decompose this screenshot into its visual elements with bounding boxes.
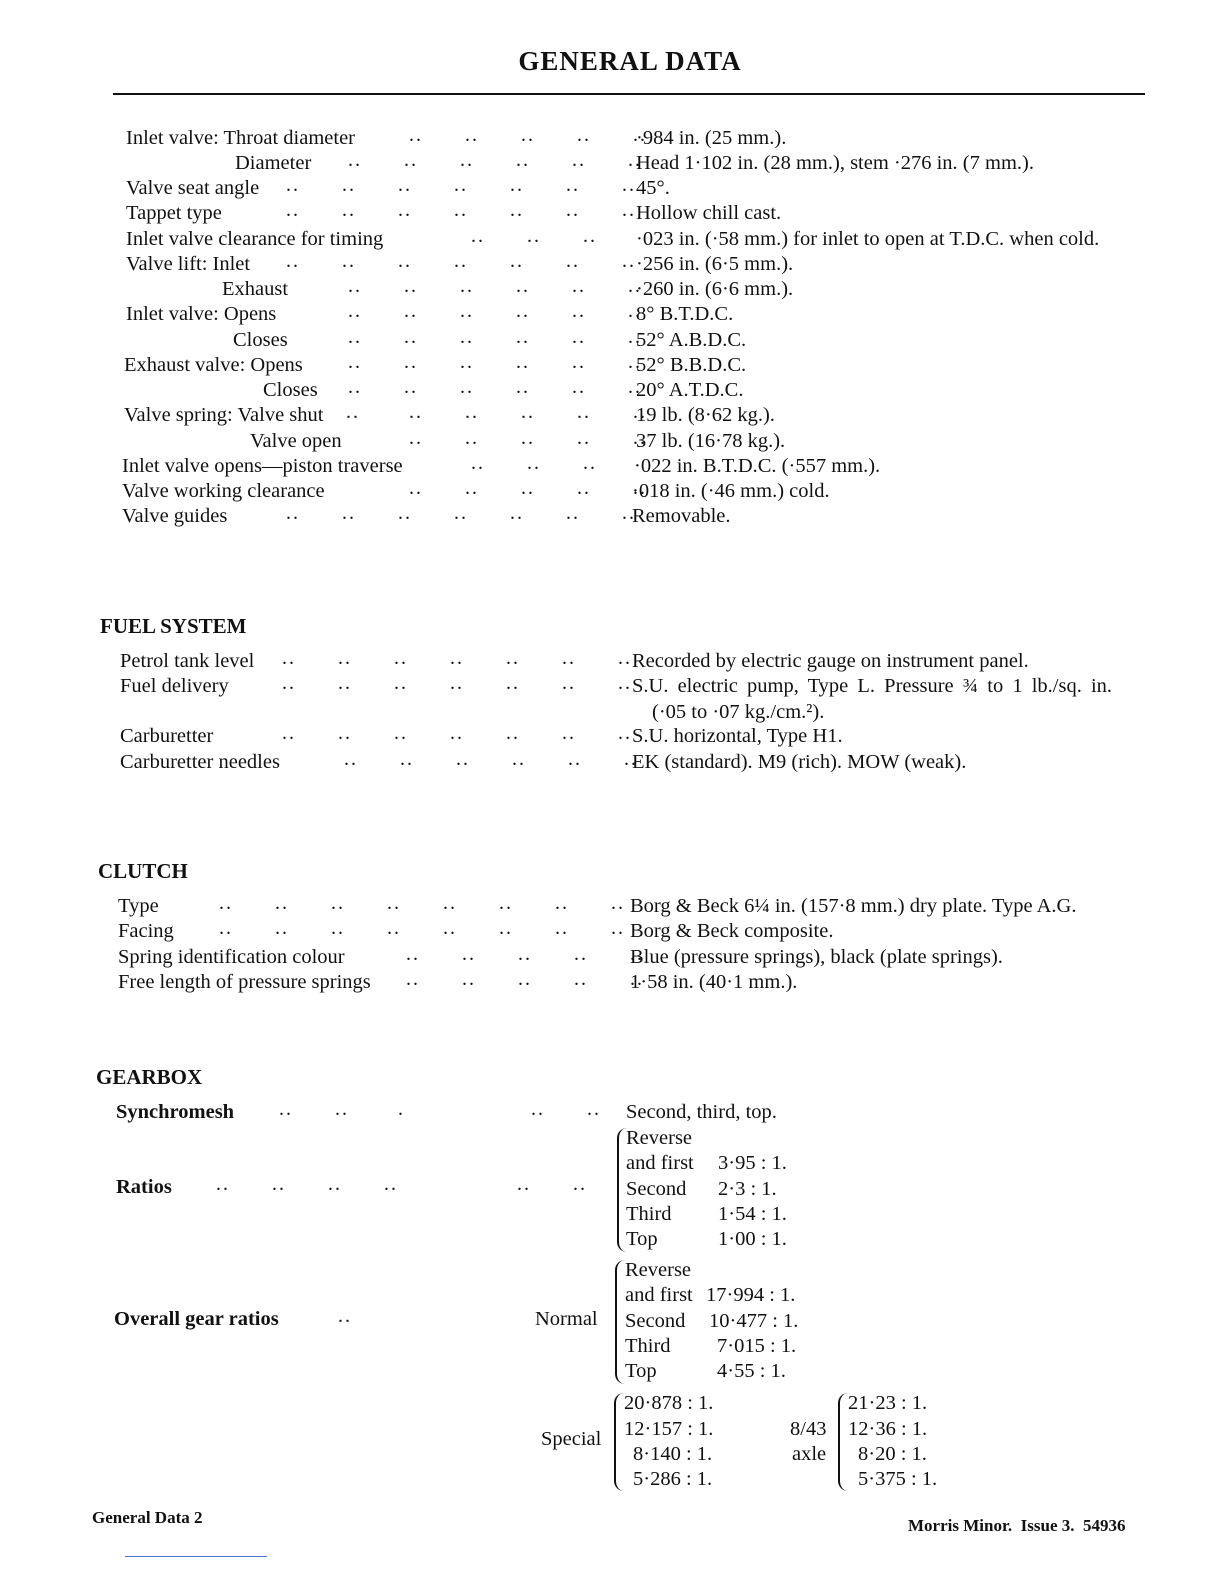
spec-value: S.U. horizontal, Type H1. [632,725,843,747]
spec-label: Valve guides [122,505,228,527]
ratio-gear: Reverse [626,1127,693,1149]
spec-value: ·260 in. (6·6 mm.). [636,278,794,300]
spec-label: Type [118,895,159,917]
spec-row [118,918,1218,944]
ratio-gear: Top [626,1228,658,1250]
spec-row [118,944,1218,970]
leader-dots: .. .. .. [471,452,597,474]
spec-value: ·018 in. (·46 mm.) cold. [632,480,830,502]
spec-row [126,200,1224,226]
ratio-gear: Third [626,1203,672,1225]
axle-value: 21·23 : 1. [848,1392,928,1414]
axle-value-row [848,1416,988,1442]
ratio-row [625,1333,925,1359]
spec-value: ·023 in. (·58 mm.) for inlet to open at T.D.C. when cold. [636,228,1100,250]
spec-row [126,402,1224,428]
axle-value-row [848,1441,988,1467]
ratio-row [626,1226,926,1252]
normal-label: Normal [535,1308,598,1330]
spec-value: 20° A.T.D.C. [636,379,744,401]
ratio-row [625,1257,925,1283]
spec-row [118,969,1218,995]
axle-value-row [848,1390,988,1416]
special-label: Special [541,1428,602,1450]
leader-dots: .. .. .. .. .. .. .. [282,647,632,669]
ratio-gear: and first [625,1284,693,1306]
special-value-row [624,1416,764,1442]
special-value-row [624,1390,764,1416]
spec-row [126,125,1224,151]
leader-dots: .. .. .. .. .. .. [348,326,642,348]
spec-label: Valve lift: Inlet [126,253,251,275]
ratio-gear: Top [625,1360,657,1382]
leader-dots: .. .. .. .. .. .. .. [282,672,632,694]
leader-dots: .. .. .. .. .. .. [348,275,642,297]
spec-row-continued [652,699,1052,725]
leader-dots: .. .. .. .. .. [409,124,647,146]
spec-value: EK (standard). M9 (rich). MOW (weak). [632,751,967,773]
leader-dots: .. .. .. .. .. .. [346,401,647,423]
spec-label: Tappet type [126,202,222,224]
leader-dots: .. .. .. .. .. [409,427,647,449]
axle-label-1: 8/43 [790,1418,827,1440]
spec-label: Carburetter [120,725,214,747]
ratio-row [625,1358,925,1384]
fuel-system-heading: FUEL SYSTEM [100,614,247,638]
spec-label: Fuel delivery [120,675,229,697]
leader-dots: .. .. .. .. .. .. .. .. [219,892,625,914]
spec-value: ·984 in. (25 mm.). [636,127,787,149]
spec-value: 1·58 in. (40·1 mm.). [630,971,798,993]
leader-dots: .. .. .. .. .. [406,943,644,965]
spec-row [120,723,1220,749]
spec-value: Removable. [632,505,731,527]
spec-value: ·022 in. B.T.D.C. (·557 mm.). [634,455,881,477]
spec-value: Borg & Beck 6¼ in. (157·8 mm.) dry plate. Type A.G. [630,895,1077,917]
ratio-row [626,1176,926,1202]
spec-row [126,276,1224,302]
spec-value: Borg & Beck composite. [630,920,834,942]
ratios-row [116,1174,636,1200]
normal-brace [615,1260,625,1384]
spec-row [116,1099,1216,1125]
spec-row [120,749,1220,775]
spec-label: Free length of pressure springs [118,971,371,993]
gearbox-heading: GEARBOX [96,1065,203,1089]
spec-value-continued: (·05 to ·07 kg./cm.²). [652,701,825,723]
spec-value: 45°. [636,177,670,199]
spec-label: Inlet valve: Throat diameter [126,127,356,149]
ratio-row [625,1308,925,1334]
spec-label: Closes [233,329,288,351]
spec-label: Exhaust valve: Opens [124,354,303,376]
spec-value: ·256 in. (6·5 mm.). [636,253,794,275]
spec-row [126,352,1224,378]
spec-label: Synchromesh [116,1101,235,1123]
ratio-value: 2·3 : 1. [718,1178,777,1200]
spec-row [126,301,1224,327]
spec-label: Valve seat angle [126,177,260,199]
spec-row [126,377,1224,403]
spec-value: 37 lb. (16·78 kg.). [636,430,786,452]
leader-dots: .. [338,1305,352,1327]
ratio-value: 4·55 : 1. [717,1360,786,1382]
special-value-row [624,1466,764,1492]
leader-dots: .. .. .. .. .. .. .. [286,502,636,524]
leader-dots: .. .. .. .. .. .. .. [286,250,636,272]
spec-row [122,502,1224,529]
leader-dots: .. .. .. .. .. .. .. [286,174,636,196]
leader-dots: .. .. .. [471,225,597,247]
axle-label-2: axle [792,1443,827,1465]
spec-label: Closes [263,379,318,401]
axle-value: 8·20 : 1. [858,1443,927,1465]
ratio-value: 17·994 : 1. [706,1284,796,1306]
spec-label: Spring identification colour [118,946,345,968]
leader-dots: .. .. .. .. .. .. [216,1173,587,1195]
spec-value: Second, third, top. [626,1101,777,1123]
leader-dots: .. .. .. .. .. .. [344,748,638,770]
ratio-gear: and first [626,1152,694,1174]
leader-dots: .. .. .. .. .. [406,968,644,990]
leader-dots: .. .. .. .. .. .. [348,351,642,373]
spec-label: Facing [118,920,174,942]
spec-row [126,251,1224,277]
special-value: 8·140 : 1. [633,1443,713,1465]
spec-value: 19 lb. (8·62 kg.). [636,404,775,426]
spec-value: 52° B.B.D.C. [636,354,747,376]
leader-dots: .. .. . .. .. [279,1098,601,1120]
ratio-row [625,1282,925,1308]
spec-label: Inlet valve clearance for timing [126,228,384,250]
footer-left: General Data 2 [92,1508,203,1527]
leader-dots: .. .. .. .. .. .. [348,300,642,322]
special-value: 12·157 : 1. [624,1418,714,1440]
ratio-gear: Second [625,1310,686,1332]
special-brace [614,1393,624,1491]
axle-value-row [848,1466,988,1492]
spec-row [122,452,1224,479]
axle-value: 5·375 : 1. [858,1468,938,1490]
leader-dots: .. .. .. .. .. .. .. [282,722,632,744]
spec-label: Exhaust [222,278,289,300]
ratio-gear: Reverse [625,1259,692,1281]
overall-label: Overall gear ratios [114,1308,279,1330]
clutch-heading: CLUTCH [98,859,188,883]
footer-underline [125,1556,267,1557]
overall-row [114,1306,534,1332]
spec-row [126,428,1224,454]
axle-value: 12·36 : 1. [848,1418,928,1440]
ratio-value: 10·477 : 1. [709,1310,799,1332]
ratio-row [626,1125,926,1151]
leader-dots: .. .. .. .. .. [409,477,647,499]
spec-label: Carburetter needles [120,751,280,773]
spec-row [120,673,1220,699]
spec-value: Hollow chill cast. [636,202,782,224]
spec-row [126,327,1224,353]
special-value-row [624,1441,764,1467]
spec-label: Inlet valve: Opens [126,303,277,325]
ratio-value: 7·015 : 1. [717,1335,797,1357]
ratio-row [626,1150,926,1176]
spec-value: Head 1·102 in. (28 mm.), stem ·276 in. (7 mm.). [636,152,1034,174]
ratio-value: 1·00 : 1. [718,1228,787,1250]
spec-value: 52° A.B.D.C. [636,329,747,351]
special-value: 5·286 : 1. [633,1468,713,1490]
leader-dots: .. .. .. .. .. .. .. [286,199,636,221]
footer-right: Morris Minor. Issue 3. 54936 [908,1516,1126,1535]
leader-dots: .. .. .. .. .. .. .. .. [219,917,625,939]
spec-label: Valve working clearance [122,480,325,502]
leader-dots: .. .. .. .. .. .. [348,149,642,171]
ratio-gear: Second [626,1178,687,1200]
spec-value: S.U. electric pump, Type L. Pressure ¾ to 1 lb./sq. in. [632,675,1113,697]
spec-label: Valve open [250,430,342,452]
spec-label: Petrol tank level [120,650,255,672]
ratio-value: 1·54 : 1. [718,1203,787,1225]
page-title: GENERAL DATA [518,46,742,76]
ratio-gear: Third [625,1335,671,1357]
ratios-label: Ratios [116,1176,172,1198]
spec-value: 8° B.T.D.C. [636,303,734,325]
axle-brace [838,1393,848,1491]
title-rule [113,93,1145,95]
leader-dots: .. .. .. .. .. .. [348,376,642,398]
ratio-row [626,1201,926,1227]
spec-label: Inlet valve opens—piston traverse [122,455,403,477]
spec-value: Blue (pressure springs), black (plate springs). [630,946,1003,968]
spec-value: Recorded by electric gauge on instrument panel. [632,650,1029,672]
ratio-value: 3·95 : 1. [718,1152,787,1174]
spec-label: Diameter [235,152,312,174]
special-value: 20·878 : 1. [624,1392,714,1414]
spec-label: Valve spring: Valve shut [124,404,324,426]
